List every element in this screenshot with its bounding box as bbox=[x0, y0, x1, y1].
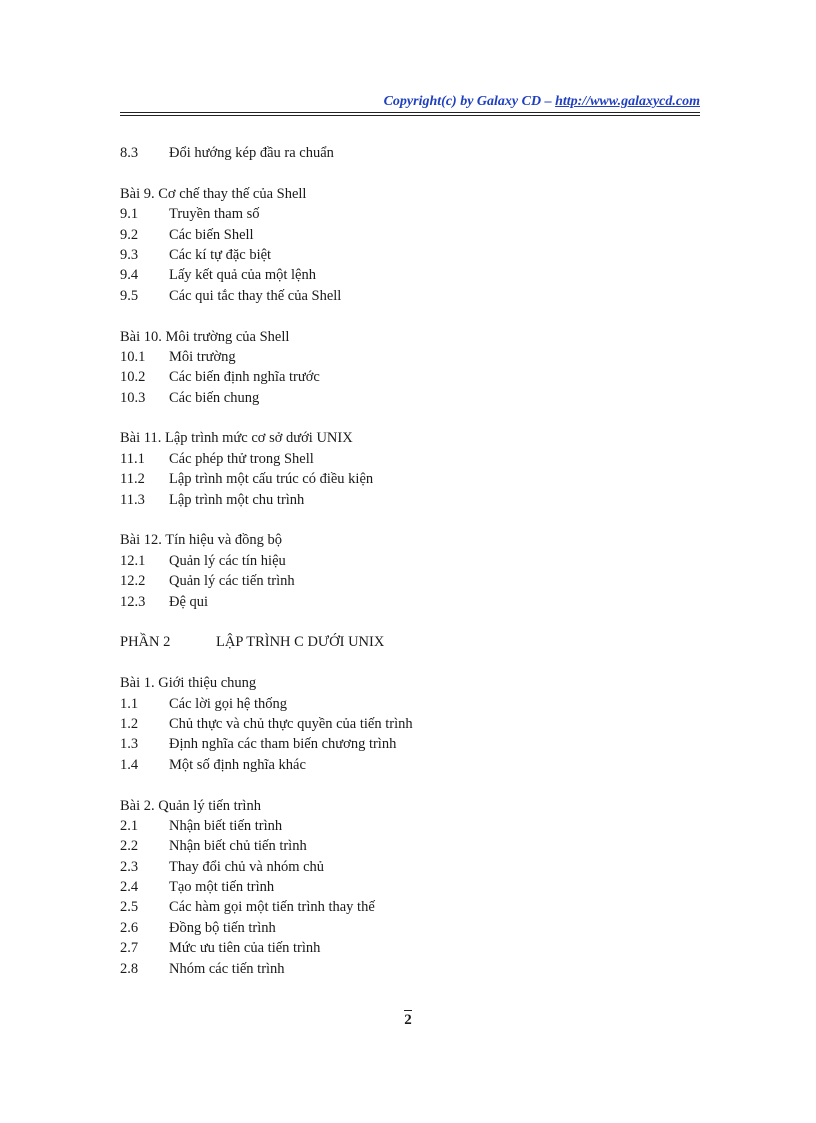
toc-item bbox=[120, 938, 680, 958]
toc-item-number: 2.2 bbox=[120, 838, 139, 855]
toc-item-number: 11.3 bbox=[120, 491, 145, 508]
toc-item bbox=[120, 286, 680, 306]
toc-item-text: Nhận biết chủ tiến trình bbox=[169, 838, 307, 855]
toc-item-number: 11.2 bbox=[120, 471, 145, 488]
toc-item bbox=[120, 143, 680, 163]
toc-item-text: Các biến Shell bbox=[169, 226, 254, 243]
toc-item-number: 10.3 bbox=[120, 389, 146, 406]
toc-item-text: Thay đổi chủ và nhóm chủ bbox=[169, 858, 325, 875]
table-of-contents bbox=[120, 143, 680, 979]
toc-item-number: 1.1 bbox=[120, 695, 139, 712]
toc-item bbox=[120, 734, 680, 754]
lesson-title: Bài 1. Giới thiệu chung bbox=[120, 675, 257, 692]
toc-item bbox=[120, 877, 680, 897]
toc-item-number: 2.1 bbox=[120, 817, 139, 834]
toc-item bbox=[120, 265, 680, 285]
toc-item bbox=[120, 816, 680, 836]
toc-item bbox=[120, 571, 680, 591]
header-divider bbox=[120, 112, 700, 116]
part-title: LẬP TRÌNH C DƯỚI UNIX bbox=[216, 634, 385, 651]
toc-item bbox=[120, 694, 680, 714]
toc-item-number: 10.1 bbox=[120, 348, 146, 365]
toc-item-number: 2.4 bbox=[120, 879, 139, 896]
toc-item-number: 12.2 bbox=[120, 573, 146, 590]
toc-item bbox=[120, 592, 680, 612]
toc-item-text: Các hàm gọi một tiến trình thay thế bbox=[169, 899, 375, 916]
toc-item-text: Tạo một tiến trình bbox=[169, 879, 275, 896]
toc-item bbox=[120, 918, 680, 938]
lesson-title: Bài 11. Lập trình mức cơ sở dưới UNIX bbox=[120, 430, 353, 447]
website-link[interactable]: http://www.galaxycd.com bbox=[555, 94, 700, 109]
toc-item bbox=[120, 204, 680, 224]
lesson-title: Bài 12. Tín hiệu và đồng bộ bbox=[120, 532, 283, 549]
toc-item bbox=[120, 490, 680, 510]
toc-item-text: Định nghĩa các tham biến chương trình bbox=[169, 736, 397, 753]
page-number-value: 2 bbox=[404, 1012, 412, 1028]
part-label: PHẦN 2 bbox=[120, 634, 171, 651]
toc-item-text: Quản lý các tín hiệu bbox=[169, 552, 286, 569]
toc-item-number: 2.5 bbox=[120, 899, 139, 916]
toc-item-number: 2.8 bbox=[120, 960, 139, 977]
toc-item-text: Đổi hướng kép đầu ra chuẩn bbox=[169, 145, 334, 161]
toc-item-number: 2.6 bbox=[120, 919, 139, 936]
part-heading bbox=[120, 632, 680, 652]
toc-item-number: 9.5 bbox=[120, 287, 139, 304]
toc-item bbox=[120, 959, 680, 979]
toc-item-text: Các phép thử trong Shell bbox=[169, 450, 314, 467]
toc-item-text: Đồng bộ tiến trình bbox=[169, 919, 276, 936]
toc-item-text: Các kí tự đặc biệt bbox=[169, 246, 272, 263]
toc-item-text: Lấy kết quả của một lệnh bbox=[169, 267, 316, 284]
lesson-title: Bài 10. Môi trường của Shell bbox=[120, 328, 290, 345]
toc-item-number: 2.7 bbox=[120, 940, 139, 957]
toc-item-number: 1.4 bbox=[120, 756, 139, 773]
toc-item-text: Nhóm các tiến trình bbox=[169, 960, 285, 977]
toc-item-number: 9.3 bbox=[120, 246, 139, 263]
toc-item-text: Các qui tắc thay thế của Shell bbox=[169, 287, 342, 304]
toc-item-text: Quản lý các tiến trình bbox=[169, 573, 295, 590]
toc-item-text: Mức ưu tiên của tiến trình bbox=[169, 940, 321, 957]
toc-item-number: 11.1 bbox=[120, 450, 145, 467]
toc-item-text: Lập trình một chu trình bbox=[169, 491, 305, 508]
toc-item-text: Nhận biết tiến trình bbox=[169, 817, 283, 834]
page-number bbox=[0, 1012, 816, 1029]
page-header bbox=[120, 94, 700, 110]
toc-item bbox=[120, 449, 680, 469]
toc-item-number: 1.3 bbox=[120, 736, 139, 753]
toc-item bbox=[120, 714, 680, 734]
toc-item-text: Truyền tham số bbox=[169, 206, 260, 223]
toc-item-number: 9.2 bbox=[120, 226, 139, 243]
toc-item-number: 9.1 bbox=[120, 206, 139, 223]
toc-item bbox=[120, 245, 680, 265]
toc-item-text: Các lời gọi hệ thống bbox=[169, 695, 288, 712]
toc-item bbox=[120, 388, 680, 408]
toc-item-text: Các biến chung bbox=[169, 389, 260, 406]
lesson-title: Bài 2. Quản lý tiến trình bbox=[120, 797, 261, 814]
toc-item-text: Một số định nghĩa khác bbox=[169, 756, 306, 773]
toc-item bbox=[120, 367, 680, 387]
toc-item bbox=[120, 857, 680, 877]
toc-item bbox=[120, 469, 680, 489]
toc-item-text: Lập trình một cấu trúc có điều kiện bbox=[169, 471, 374, 488]
toc-item-text: Môi trường bbox=[169, 348, 236, 365]
toc-item bbox=[120, 347, 680, 367]
lesson-title: Bài 9. Cơ chế thay thế của Shell bbox=[120, 185, 307, 202]
toc-item-number: 1.2 bbox=[120, 715, 139, 732]
toc-item-number: 12.3 bbox=[120, 593, 146, 610]
toc-item-text: Đệ qui bbox=[169, 593, 209, 610]
toc-item bbox=[120, 755, 680, 775]
toc-item-number: 9.4 bbox=[120, 267, 139, 284]
toc-item bbox=[120, 551, 680, 571]
toc-item-number: 2.3 bbox=[120, 858, 139, 875]
toc-item-text: Các biến định nghĩa trước bbox=[169, 369, 320, 386]
toc-item bbox=[120, 225, 680, 245]
toc-item-number: 10.2 bbox=[120, 369, 146, 386]
toc-item bbox=[120, 897, 680, 917]
toc-item-text: Chủ thực và chủ thực quyền của tiến trình bbox=[169, 715, 413, 732]
copyright-text: Copyright(c) by Galaxy CD – bbox=[383, 94, 556, 109]
toc-item-number: 8.3 bbox=[120, 145, 139, 161]
toc-item bbox=[120, 836, 680, 856]
toc-item-number: 12.1 bbox=[120, 552, 146, 569]
